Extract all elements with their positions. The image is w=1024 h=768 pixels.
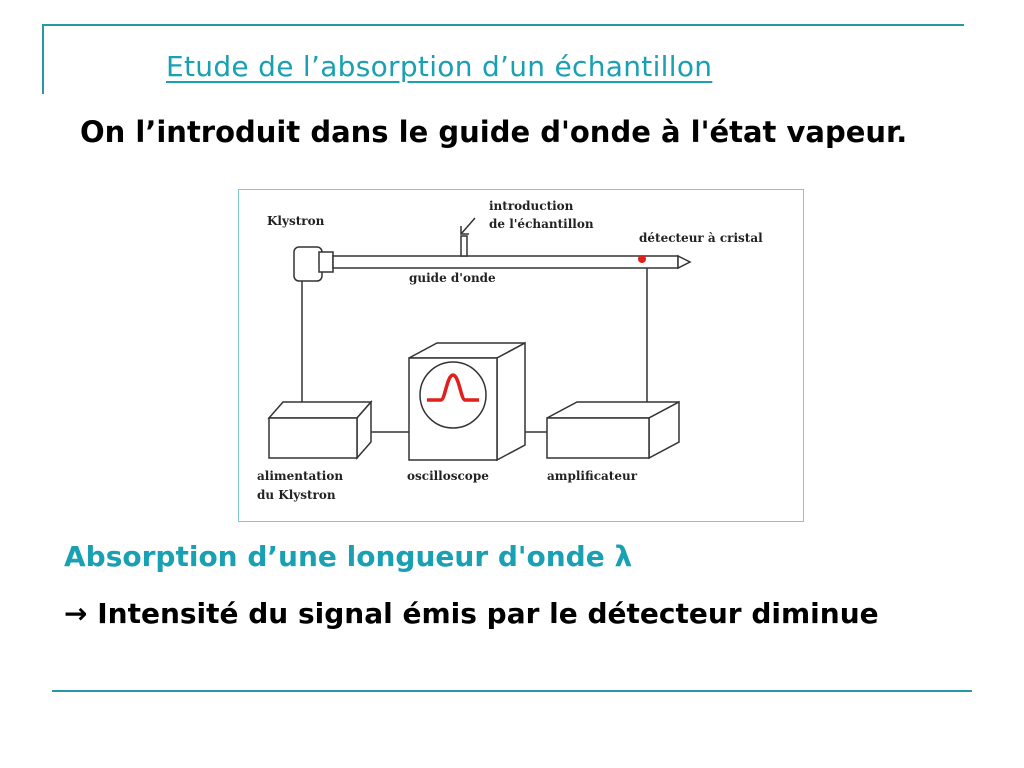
oscilloscope-screen	[420, 362, 486, 428]
frame-left-rule	[42, 24, 44, 94]
power-box-top	[269, 402, 371, 418]
power-box	[269, 418, 357, 458]
intro-text: On l’introduit dans le guide d'onde à l'état vapeur.	[80, 115, 908, 149]
waveguide	[333, 256, 678, 268]
label-klystron: Klystron	[267, 214, 325, 228]
label-introduction-1: introduction	[489, 199, 574, 213]
result-statement: Intensité du signal émis par le détecteur diminue	[87, 597, 879, 630]
label-alimentation-2: du Klystron	[257, 488, 336, 502]
klystron-flange	[319, 252, 333, 272]
apparatus-svg	[239, 190, 803, 521]
result-text	[64, 590, 944, 638]
frame-bottom-rule	[52, 690, 972, 692]
right-arrow-icon: →	[64, 597, 88, 630]
label-detecteur: détecteur à cristal	[639, 231, 763, 245]
absorption-heading: Absorption d’une longueur d'onde λ	[64, 540, 633, 573]
label-amplificateur: amplificateur	[547, 469, 638, 483]
oscilloscope-side	[497, 343, 525, 460]
label-oscilloscope: oscilloscope	[407, 469, 489, 483]
inlet-arrow	[461, 218, 475, 234]
label-introduction-2: de l'échantillon	[489, 217, 594, 231]
label-alimentation-1: alimentation	[257, 469, 344, 483]
waveguide-tip	[678, 256, 690, 268]
sample-inlet	[461, 236, 467, 256]
slide-title: Etude de l’absorption d’un échantillon	[166, 50, 713, 83]
frame-top-rule	[42, 24, 964, 26]
klystron-body	[294, 247, 322, 281]
detector-dot	[638, 255, 646, 263]
amplifier-box	[547, 418, 649, 458]
apparatus-diagram	[238, 189, 804, 522]
label-guide-onde: guide d'onde	[409, 271, 496, 285]
